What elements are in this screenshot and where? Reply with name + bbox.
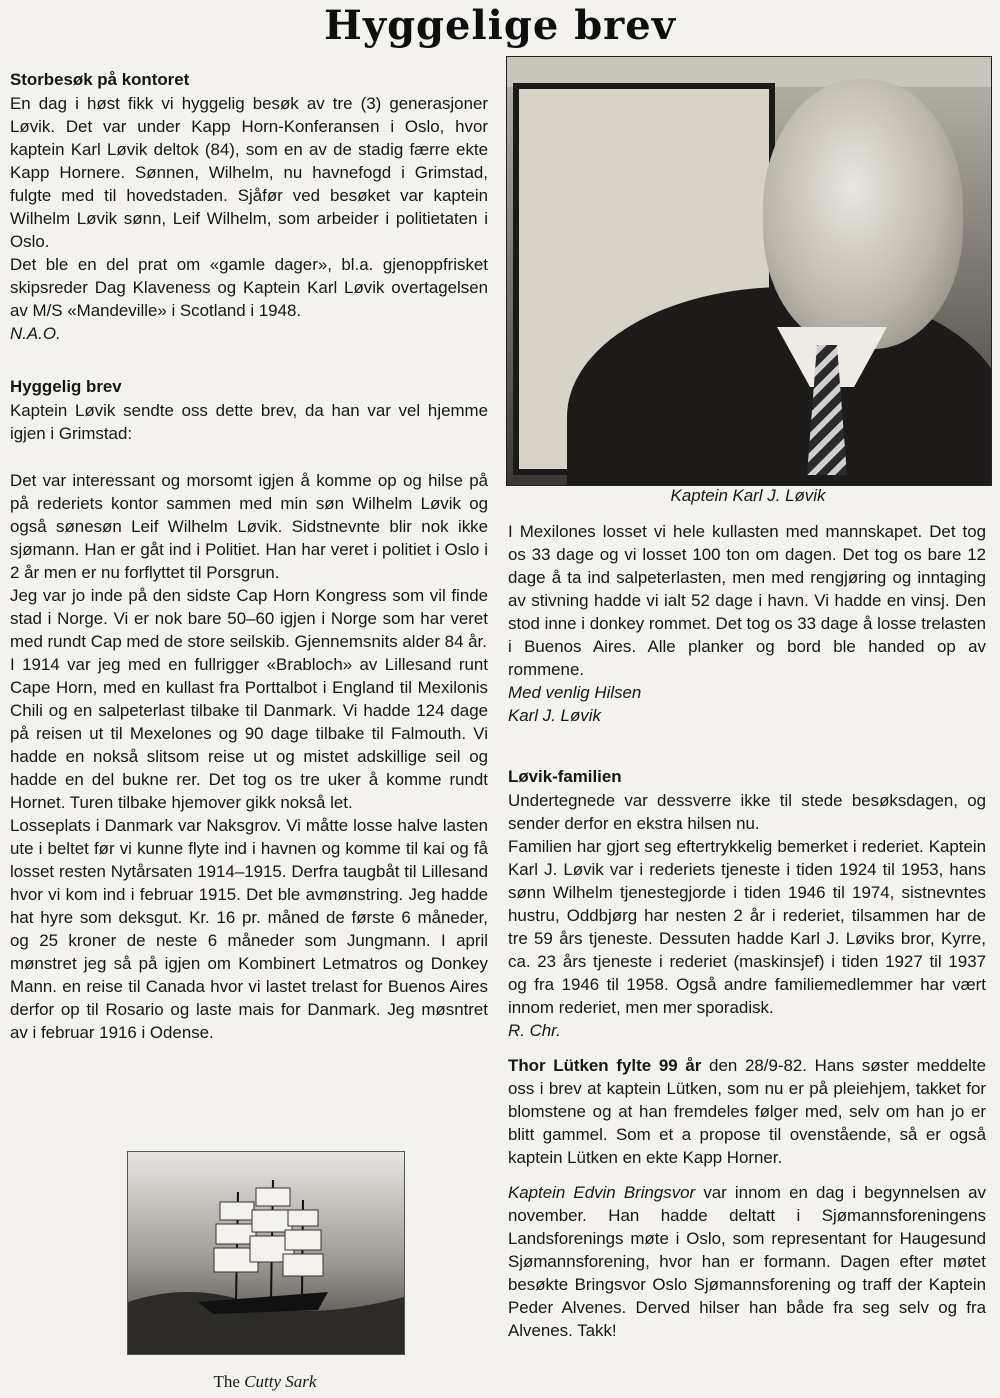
right-column — [508, 520, 986, 1342]
lead-lutken: Thor Lütken fylte 99 år — [508, 1056, 702, 1075]
paragraph: Undertegnede var dessverre ikke til stede besøksdagen, og sender derfor en ekstra hilsen nu. — [508, 791, 986, 833]
signature: R. Chr. — [508, 1021, 561, 1040]
text-lutken: den 28/9-82. Hans søster meddelte oss i brev at kaptein Lütken, som nu er på pleiehjem, takket for blomstene og at han fremdeles følger med, selv om han jo er blitt gammel. Som et a propose til ovenstående, så er også kaptein Lütken en ekte Kapp Horner. — [508, 1056, 986, 1167]
ship-caption — [127, 1372, 403, 1392]
photo-caption: Kaptein Karl J. Løvik — [670, 486, 826, 505]
paragraph: Familien har gjort seg eftertrykkelig bemerket i rederiet. Kaptein Karl J. Løvik var i rederiets tjeneste i tiden 1924 til 1953, hans sønn Wilhelm tjenestegjorde i tiden 1946 til 1974, sistnevntes hustru, Oddbjørg har nesten 2 år i rederiet, tilsammen har de tre 59 års tjeneste. Dessuten hadde Karl J. Løviks bror, Kyrre, ca. 23 års tjeneste i rederiet (maskinsjef) i tiden 1927 til 1937 og fra 1946 til 1958. Også andre familiemedlemmer har vært innom rederiet, men mer sporadisk. — [508, 837, 986, 1017]
portrait-face — [763, 79, 963, 349]
ship-illustration — [127, 1151, 405, 1355]
paragraph-bringsvor — [508, 1181, 986, 1342]
signature: N.A.O. — [10, 324, 61, 343]
paragraph: En dag i høst fikk vi hyggelig besøk av tre (3) generasjoner Løvik. Det var under Kapp Horn-Konferansen i Oslo, hvor kaptein Karl Løvik deltok (84), som en av de stadig færre ekte Kapp Hornere. Sønnen, Wilhelm, nu havnefogd i Grimstad, fulgte med til hovedstaden. Sjåfør ved besøket var kaptein Wilhelm Løvik sønn, Leif Wilhelm, som arbeider i politietaten i Oslo. — [10, 94, 488, 251]
left-column — [10, 68, 488, 1044]
signature: Karl J. Løvik — [508, 706, 601, 725]
letter-paragraph: Jeg var jo inde på den sidste Cap Horn Kongress som vil finde stad i Norge. Vi er nok bare 50–60 igjen i Norge som har veret med rundt Cap med de store seilskib. Gjennemsnits alder 84 år. — [10, 586, 488, 651]
letter-paragraph: Losseplats i Danmark var Naksgrov. Vi måtte losse halve lasten ute i beltet før vi kunne flyte ind i havnen og komme til kai og få losset resten Nytårsaten 1914–1915. Derfra taugbåt til Lillesand hvor vi kom ind i februar 1915. Det ble avmønstring. Jeg hadde hat hyre som deksgut. Kr. 16 pr. måned de første 6 måneder, og 25 kroner de neste 6 måneder som Jungmann. I april mønstret jeg så på igjen om Kombinert Letmatros og Donkey Mann. en reise til Canada hvor vi lastet trelast for Buenos Aires derfor op til Rosario og laste mais for Danmark. Jeg møsntret av i februar 1916 i Odense. — [10, 816, 488, 1042]
portrait-photo — [506, 56, 992, 486]
ship-caption-name: Cutty Sark — [244, 1372, 317, 1391]
lead-bringsvor: Kaptein Edvin Bringsvor — [508, 1183, 696, 1202]
paragraph: Kaptein Løvik sendte oss dette brev, da han var vel hjemme igjen i Grimstad: — [10, 401, 488, 443]
sailing-ship-icon — [128, 1152, 404, 1354]
text-bringsvor: var innom en dag i begynnelsen av november. Han hadde deltatt i Sjømannsforeningens Landsforenings møte i Oslo, som representant for Haugesund Sjømannsforening, hvor han er formann. Dagen efter møtet besøkte Bringsvor Oslo Sjømannsforening og traff der Kaptein Peder Alvenes. Derved hilser han både fra seg selv og fra Alvenes. Takk! — [508, 1183, 987, 1340]
section-heading-storbesok: Storbesøk på kontoret — [10, 70, 190, 89]
letter-paragraph: I 1914 var jeg med en fullrigger «Brabloch» av Lillesand runt Cape Horn, med en kullast fra Porttalbot i England til Mexilonis Chili og en salpeterlast tilbake til Danmark. Vi hadde 124 dage på reisen ut til Mexelones og 90 dage tilbake til Falmouth. Vi hadde en nokså slitsom reise ut og mistet adskillige seil og hadde en del bukne rer. Det tog os tre uker å komme rundt Hornet. Turen tilbake hjemover gikk nokså let. — [10, 655, 488, 812]
paragraph-lutken — [508, 1054, 986, 1169]
ship-caption-prefix: The — [213, 1372, 240, 1391]
section-heading-lovik-familien: Løvik-familien — [508, 767, 622, 786]
closing: Med venlig Hilsen — [508, 683, 642, 702]
letter-paragraph: Det var interessant og morsomt igjen å komme op og hilse på på rederiets kontor sammen med min søn Wilhelm Løvik og også sønesøn Leif Wilhelm Løvik. Sidstnevnte blir nok ikke sjømann. Han er gåt ind i Politiet. Han har veret i politiet i Oslo i 2 år men er nu forflyttet til Porsgrun. — [10, 471, 488, 582]
paragraph: Det ble en del prat om «gamle dager», bl.a. gjenoppfrisket skipsreder Dag Klaveness og Kaptein Karl Løvik overtagelsen av M/S «Mandeville» i Scotland i 1948. — [10, 255, 488, 320]
section-heading-hyggelig-brev: Hyggelig brev — [10, 377, 122, 396]
letter-paragraph: I Mexilones losset vi hele kullasten med mannskapet. Det tog os 33 dage og vi losset 100 ton om dagen. Det tog os bare 12 dage å ta ind salpeterlasten, men med rengjøring og inntaging av stivning hadde vi ialt 52 dage i havn. Vi hadde en vinsj. Den stod inne i donkey rommet. Det tog os 33 dage å losse trelasten i Buenos Aires. Alle planker og bord ble handed op av rommene. — [508, 522, 986, 679]
page-title: Hyggelige brev — [324, 2, 676, 49]
